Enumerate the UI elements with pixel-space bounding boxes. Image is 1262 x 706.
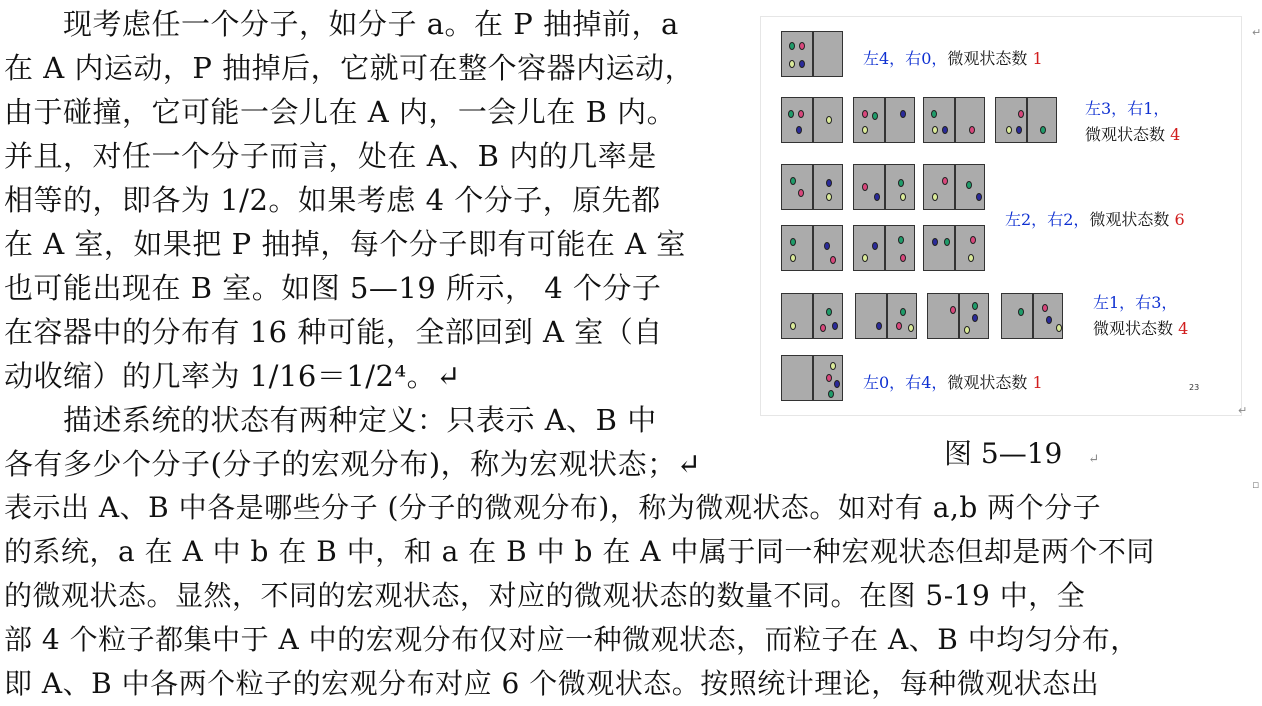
text-line-1: 现考虑任一个分子，如分子 a。在 P 抽掉前，a: [4, 7, 679, 41]
macrostate-label-1: 左4，右0，微观状态数 1: [863, 49, 1043, 68]
molecule-dot: [826, 308, 832, 316]
molecule-dot: [828, 390, 834, 398]
molecule-dot: [908, 324, 914, 332]
figure-caption: 图 5—19 ↵: [944, 437, 1100, 470]
molecule-dot: [790, 322, 796, 330]
molecule-dot: [820, 324, 826, 332]
molecule-dot: [789, 42, 795, 50]
molecule-dot: [950, 306, 956, 314]
microstate-box: [923, 97, 985, 143]
molecule-dot: [931, 110, 937, 118]
molecule-dot: [862, 126, 868, 134]
molecule-dot: [830, 256, 836, 264]
text-line-14: 的微观状态。显然，不同的宏观状态，对应的微观状态的数量不同。在图 5-19 中，全: [4, 579, 1086, 612]
molecule-dot: [790, 254, 796, 262]
molecule-dot: [896, 322, 902, 330]
microstate-box: [853, 225, 915, 271]
molecule-dot: [796, 126, 802, 134]
molecule-dot: [799, 42, 805, 50]
molecule-dot: [872, 112, 878, 120]
molecule-dot: [826, 193, 832, 201]
molecule-dot: [789, 60, 795, 68]
molecule-dot: [898, 236, 904, 244]
microstate-box: [853, 164, 915, 210]
molecule-dot: [1016, 126, 1022, 134]
molecule-dot: [826, 179, 832, 187]
macrostate-label-3: 左2，右2，微观状态数 6: [1005, 210, 1185, 229]
molecule-dot: [942, 126, 948, 134]
text-line-12: 表示出 A、B 中各是哪些分子 (分子的微观分布)，称为微观状态。如对有 a,b 两个分子: [4, 491, 1102, 524]
molecule-dot: [862, 110, 868, 118]
molecule-dot: [976, 193, 982, 201]
microstate-box: [781, 355, 843, 401]
text-line-16: 即 A、B 中各两个粒子的宏观分布对应 6 个微观状态。按照统计理论，每种微观状态出: [4, 667, 1100, 700]
molecule-dot: [969, 126, 975, 134]
molecule-dot: [798, 110, 804, 118]
molecule-dot: [830, 362, 836, 370]
molecule-dot: [1056, 324, 1062, 332]
molecule-dot: [826, 116, 832, 124]
molecule-dot: [1018, 308, 1024, 316]
molecule-dot: [790, 177, 796, 185]
molecule-dot: [874, 193, 880, 201]
molecule-dot: [966, 181, 972, 189]
molecule-dot: [832, 322, 838, 330]
molecule-dot: [1018, 110, 1024, 118]
molecule-dot: [1042, 304, 1048, 312]
text-line-9: 动收缩）的几率为 1/16＝1/2⁴。↵: [4, 359, 461, 393]
text-line-10: 描述系统的状态有两种定义：只表示 A、B 中: [4, 403, 657, 437]
molecule-dot: [834, 380, 840, 388]
molecule-dot: [790, 238, 796, 246]
text-line-4: 并且，对任一个分子而言，处在 A、B 内的几率是: [4, 139, 657, 173]
molecule-dot: [972, 302, 978, 310]
molecule-dot: [932, 193, 938, 201]
microstate-box: [781, 97, 843, 143]
molecule-dot: [799, 60, 805, 68]
molecule-dot: [862, 254, 868, 262]
microstate-box: [781, 293, 843, 339]
molecule-dot: [900, 110, 906, 118]
molecule-dot: [942, 177, 948, 185]
macrostate-label-5: 左0，右4，微观状态数 1: [863, 373, 1043, 392]
microstate-box: [927, 293, 989, 339]
molecule-dot: [972, 314, 978, 322]
macrostate-label-2: 左3，右1，: [1085, 99, 1170, 118]
microstate-box: [1001, 293, 1063, 339]
figure-5-19: [760, 16, 1242, 416]
paragraph-mark: ↵: [1252, 26, 1262, 39]
microstate-box: [781, 225, 843, 271]
molecule-dot: [964, 326, 970, 334]
molecule-dot: [932, 126, 938, 134]
text-line-3: 由于碰撞，它可能一会儿在 A 内，一会儿在 B 内。: [4, 95, 677, 129]
slide-page-number: 23: [1189, 383, 1200, 392]
text-line-13: 的系统，a 在 A 中 b 在 B 中，和 a 在 B 中 b 在 A 中属于同一种宏观状态但却是两个不同: [4, 535, 1155, 568]
molecule-dot: [968, 254, 974, 262]
molecule-dot: [1046, 316, 1052, 324]
text-line-6: 在 A 室，如果把 P 抽掉，每个分子即有可能在 A 室: [4, 227, 686, 261]
text-line-8: 在容器中的分布有 16 种可能，全部回到 A 室（自: [4, 315, 663, 349]
microstate-box: [855, 293, 917, 339]
paragraph-mark: ↵: [1238, 404, 1248, 417]
molecule-dot: [932, 238, 938, 246]
molecule-dot: [898, 179, 904, 187]
paragraph-mark: ▫: [1252, 478, 1260, 491]
molecule-dot: [1040, 126, 1046, 134]
molecule-dot: [900, 308, 906, 316]
microstate-box: [781, 31, 843, 77]
text-line-5: 相等的，即各为 1/2。如果考虑 4 个分子，原先都: [4, 183, 661, 217]
molecule-dot: [862, 183, 868, 191]
molecule-dot: [872, 242, 878, 250]
molecule-dot: [826, 374, 832, 382]
microstate-box: [853, 97, 915, 143]
text-line-15: 部 4 个粒子都集中于 A 中的宏观分布仅对应一种微观状态，而粒子在 A、B 中均匀分布，: [4, 623, 1139, 656]
microstate-box: [995, 97, 1057, 143]
molecule-dot: [944, 238, 950, 246]
macrostate-count-2: 微观状态数 4: [1085, 125, 1181, 144]
microstate-box: [781, 164, 843, 210]
molecule-dot: [876, 322, 882, 330]
macrostate-count-4: 微观状态数 4: [1093, 319, 1189, 338]
molecule-dot: [900, 254, 906, 262]
molecule-dot: [824, 242, 830, 250]
molecule-dot: [798, 189, 804, 197]
text-line-11: 各有多少个分子(分子的宏观分布)，称为宏观状态；↵: [4, 447, 702, 481]
text-line-2: 在 A 内运动，P 抽掉后，它就可在整个容器内运动，: [4, 51, 695, 85]
molecule-dot: [1006, 126, 1012, 134]
molecule-dot: [900, 193, 906, 201]
text-line-7: 也可能出现在 B 室。如图 5—19 所示， 4 个分子: [4, 271, 662, 305]
microstate-box: [923, 225, 985, 271]
microstate-box: [923, 164, 985, 210]
molecule-dot: [970, 236, 976, 244]
molecule-dot: [788, 110, 794, 118]
macrostate-label-4: 左1，右3，: [1093, 293, 1178, 312]
